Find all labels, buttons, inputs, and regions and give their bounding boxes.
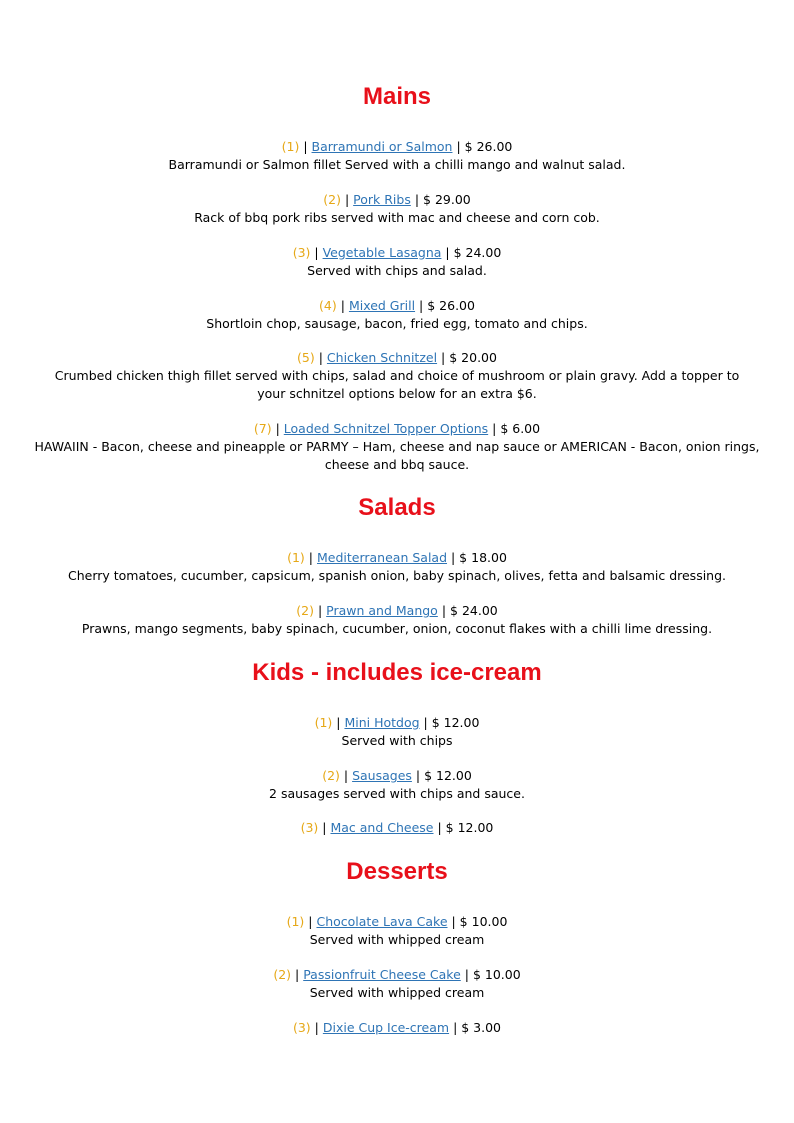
item-separator: | [343,768,353,783]
item-price: | $ 12.00 [423,715,480,730]
menu-item-line [0,1019,794,1037]
menu-item-line [0,714,794,732]
item-price: | $ 26.00 [456,139,513,154]
item-name-link[interactable]: Sausages [352,768,412,783]
item-price: | $ 3.00 [453,1020,502,1035]
item-description: HAWAIIN - Bacon, cheese and pineapple or PARMY – Ham, cheese and nap sauce or AMERICAN - Bacon, onion rings, cheese and bbq sauce. [34,439,760,472]
item-separator: | [275,421,284,436]
menu-item-line [0,966,794,984]
item-number: (4) [319,298,337,313]
menu-item-line [0,767,794,785]
item-description: Served with whipped cream [309,932,485,947]
item-number: (1) [314,715,333,730]
item-separator: | [308,914,317,929]
item-price: | $ 26.00 [419,298,475,313]
item-description: Rack of bbq pork ribs served with mac and cheese and corn cob. [194,210,600,225]
item-separator: | [314,245,323,260]
menu-item-line [0,244,794,262]
item-number: (3) [292,1020,311,1035]
item-price: | $ 10.00 [464,967,521,982]
section-heading-desserts: Desserts [346,858,448,885]
menu-item-line [0,913,794,931]
menu-item-line [0,191,794,209]
item-separator: | [295,967,304,982]
item-name-link[interactable]: Mac and Cheese [330,820,434,835]
item-description: Prawns, mango segments, baby spinach, cucumber, onion, coconut flakes with a chilli lime dressing. [81,621,713,636]
item-name-link[interactable]: Passionfruit Cheese Cake [303,967,461,982]
item-separator: | [317,603,327,618]
item-name-link[interactable]: Vegetable Lasagna [322,245,442,260]
menu-item-line [0,420,794,438]
item-separator: | [314,1020,323,1035]
section-heading-kids: Kids - includes ice-cream [252,659,542,686]
item-separator: | [303,139,312,154]
item-description: Crumbed chicken thigh fillet served with chips, salad and choice of mushroom or plain gravy. Add a topper to your schnitzel options below for an extra $6. [54,368,740,401]
menu-item-line [0,819,794,837]
item-name-link[interactable]: Dixie Cup Ice-cream [322,1020,450,1035]
item-price: | $ 20.00 [441,350,497,365]
item-name-link[interactable]: Mediterranean Salad [316,550,448,565]
item-price: | $ 18.00 [451,550,507,565]
menu-item-line [0,297,794,315]
item-number: (2) [323,192,341,207]
item-description: Served with chips [341,733,453,748]
menu-item-line [0,138,794,156]
item-number: (3) [300,820,319,835]
item-description: Served with whipped cream [309,985,485,1000]
item-description: Barramundi or Salmon fillet Served with a chilli mango and walnut salad. [168,157,626,172]
item-number: (7) [253,421,272,436]
item-price: | $ 12.00 [437,820,494,835]
item-number: (1) [286,914,305,929]
item-price: | $ 24.00 [441,603,498,618]
item-number: (5) [297,350,315,365]
item-name-link[interactable]: Mini Hotdog [344,715,420,730]
item-price: | $ 29.00 [414,192,471,207]
item-name-link[interactable]: Barramundi or Salmon [311,139,453,154]
item-number: (2) [322,768,340,783]
section-heading-mains: Mains [362,83,431,110]
item-price: | $ 10.00 [451,914,508,929]
item-price: | $ 12.00 [415,768,472,783]
item-separator: | [344,192,354,207]
menu-item-line [0,602,794,620]
item-number: (3) [292,245,311,260]
item-price: | $ 24.00 [445,245,502,260]
item-number: (2) [296,603,314,618]
item-separator: | [336,715,345,730]
item-separator: | [318,350,327,365]
item-name-link[interactable]: Chicken Schnitzel [326,350,438,365]
item-description: Served with chips and salad. [307,263,487,278]
item-number: (1) [281,139,300,154]
item-name-link[interactable]: Prawn and Mango [326,603,438,618]
item-description: 2 sausages served with chips and sauce. [269,786,525,801]
menu-item-line [0,349,794,367]
item-number: (1) [287,550,305,565]
item-name-link[interactable]: Chocolate Lava Cake [316,914,448,929]
item-name-link[interactable]: Pork Ribs [353,192,411,207]
item-separator: | [308,550,317,565]
menu-item-line [0,549,794,567]
item-description: Cherry tomatoes, cucumber, capsicum, spanish onion, baby spinach, olives, fetta and balsamic dressing. [67,568,727,583]
item-description: Shortloin chop, sausage, bacon, fried egg, tomato and chips. [206,316,588,331]
item-name-link[interactable]: Loaded Schnitzel Topper Options [283,421,489,436]
item-separator: | [340,298,349,313]
item-number: (2) [273,967,292,982]
item-name-link[interactable]: Mixed Grill [348,298,416,313]
section-heading-salads: Salads [358,494,436,521]
item-price: | $ 6.00 [492,421,541,436]
item-separator: | [322,820,331,835]
